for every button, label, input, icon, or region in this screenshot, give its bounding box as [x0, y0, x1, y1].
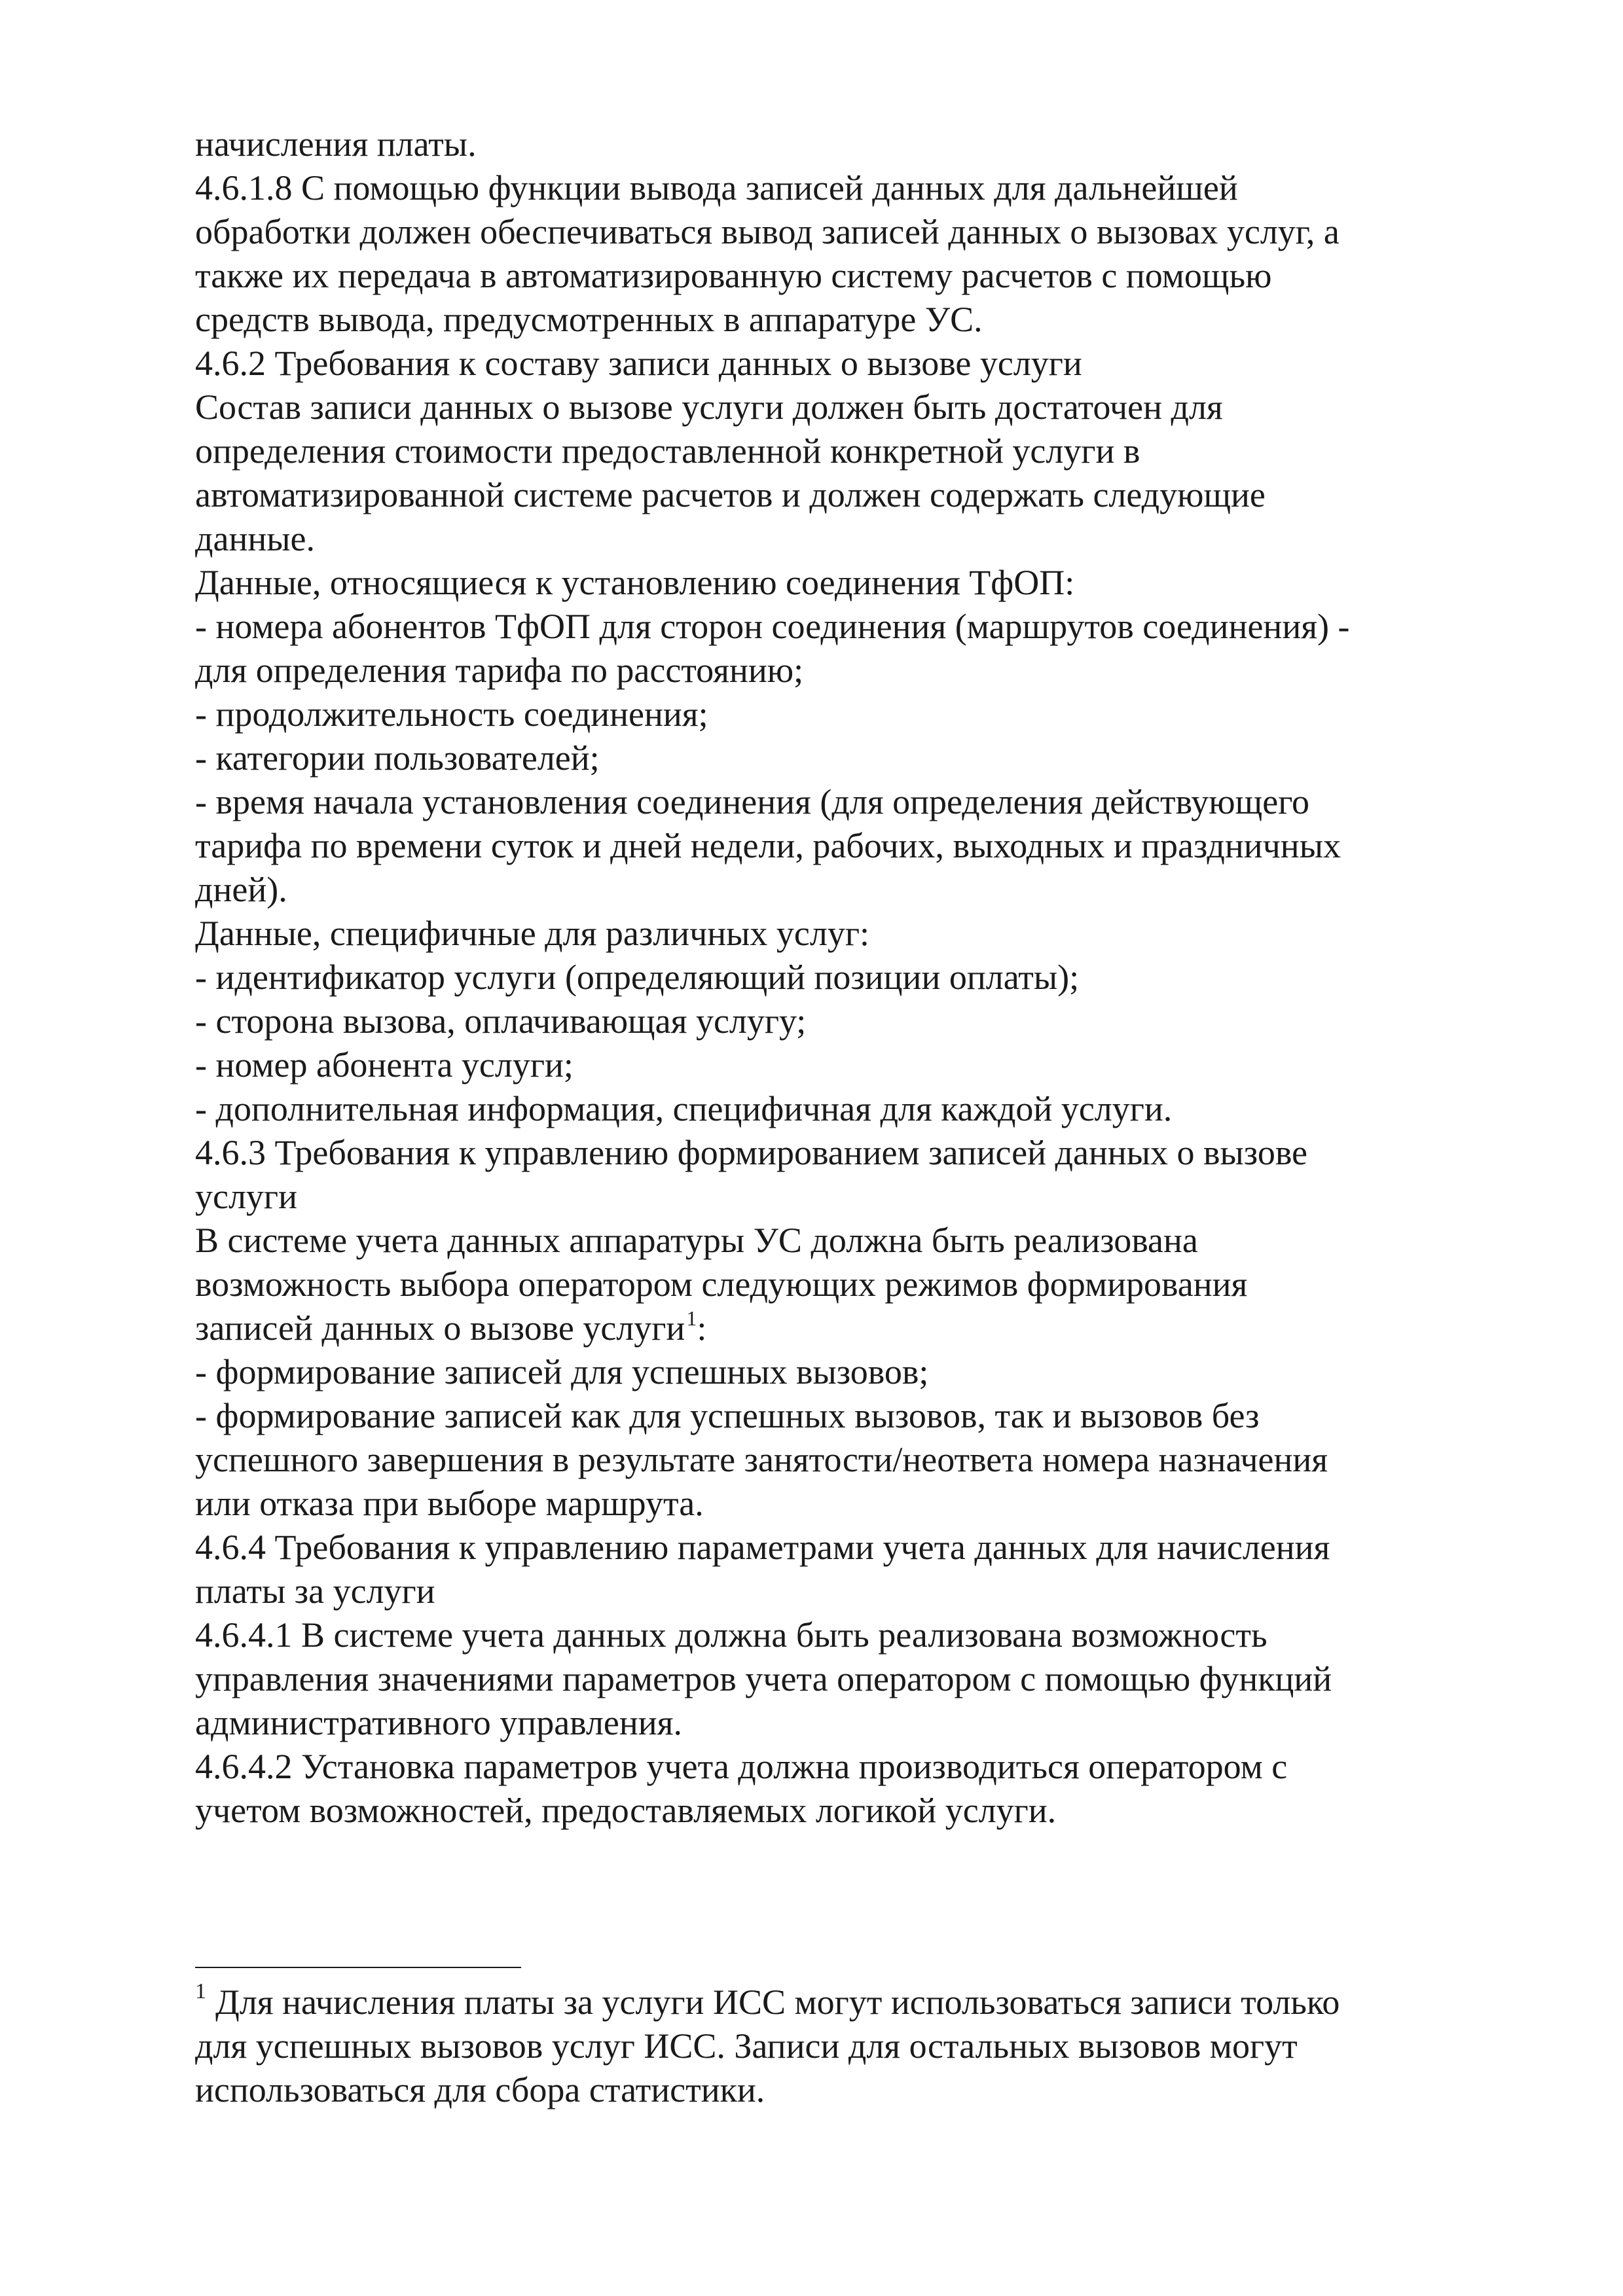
list-item: - дополнительная информация, специфичная для каждой услуги. [195, 1089, 1173, 1128]
body-line: обработки должен обеспечиваться вывод записей данных о вызовах услуг, а [195, 212, 1340, 251]
body-line: для определения тарифа по расстоянию; [195, 651, 804, 690]
body-line: управления значениями параметров учета оператором с помощью функций [195, 1659, 1332, 1698]
footnote-text: Для начисления платы за услуги ИСС могут использоваться записи только [215, 1982, 1340, 2022]
body-line: учетом возможностей, предоставляемых логикой услуги. [195, 1791, 1057, 1830]
list-item: - формирование записей как для успешных вызовов, так и вызовов без [195, 1396, 1260, 1435]
list-item: - категории пользователей; [195, 738, 600, 778]
body-line: определения стоимости предоставленной конкретной услуги в [195, 431, 1140, 471]
section-heading: услуги [195, 1177, 297, 1216]
body-line: начисления платы. [195, 124, 477, 164]
body-line: В системе учета данных аппаратуры УС должна быть реализована [195, 1221, 1198, 1260]
body-line: средств вывода, предусмотренных в аппаратуре УС. [195, 300, 983, 339]
section-heading: платы за услуги [195, 1571, 435, 1611]
footnote-mark: 1 [195, 1979, 206, 2003]
list-item: - номера абонентов ТфОП для сторон соединения (маршрутов соединения) - [195, 607, 1350, 646]
footnote-line: для успешных вызовов услуг ИСС. Записи для остальных вызовов могут [195, 2026, 1298, 2066]
body-line: тарифа по времени суток и дней недели, рабочих, выходных и праздничных [195, 826, 1341, 865]
body-line: или отказа при выборе маршрута. [195, 1484, 704, 1523]
body-line: 4.6.1.8 С помощью функции вывода записей данных для дальнейшей [195, 168, 1238, 207]
body-line: Состав записи данных о вызове услуги должен быть достаточен для [195, 387, 1223, 427]
body-line: также их передача в автоматизированную систему расчетов с помощью [195, 256, 1272, 295]
section-heading: 4.6.2 Требования к составу записи данных о вызове услуги [195, 344, 1082, 383]
body-line: дней). [195, 870, 287, 909]
section-heading: 4.6.4 Требования к управлению параметрами учета данных для начисления [195, 1528, 1330, 1567]
body-line-with-footnote-ref [195, 1306, 706, 1354]
body-line: административного управления. [195, 1703, 683, 1742]
list-item: - время начала установления соединения (для определения действующего [195, 782, 1310, 821]
list-item: - идентификатор услуги (определяющий позиции оплаты); [195, 958, 1080, 997]
body-line-text: записей данных о вызове услуги [195, 1308, 685, 1348]
footnote-reference: 1 [686, 1306, 697, 1330]
list-item: - формирование записей для успешных вызовов; [195, 1352, 929, 1391]
footnote-line [195, 1981, 1340, 2029]
section-heading: 4.6.3 Требования к управлению формированием записей данных о вызове [195, 1133, 1307, 1172]
body-line: Данные, специфичные для различных услуг: [195, 914, 869, 953]
body-line: автоматизированной системе расчетов и должен содержать следующие [195, 475, 1266, 514]
body-line: 4.6.4.1 В системе учета данных должна быть реализована возможность [195, 1615, 1267, 1655]
footnote-separator [195, 1967, 521, 1968]
list-item: - сторона вызова, оплачивающая услугу; [195, 1001, 807, 1041]
footnote-reference-colon: : [697, 1308, 707, 1348]
body-line: Данные, относящиеся к установлению соединения ТфОП: [195, 563, 1075, 602]
body-line: возможность выбора оператором следующих режимов формирования [195, 1265, 1248, 1304]
list-item: - номер абонента услуги; [195, 1045, 574, 1085]
body-line: 4.6.4.2 Установка параметров учета должна производиться оператором с [195, 1747, 1288, 1786]
body-line: успешного завершения в результате занятости/неответа номера назначения [195, 1440, 1328, 1479]
footnote-line: использоваться для сбора статистики. [195, 2070, 765, 2109]
body-line: данные. [195, 519, 315, 558]
list-item: - продолжительность соединения; [195, 694, 708, 734]
